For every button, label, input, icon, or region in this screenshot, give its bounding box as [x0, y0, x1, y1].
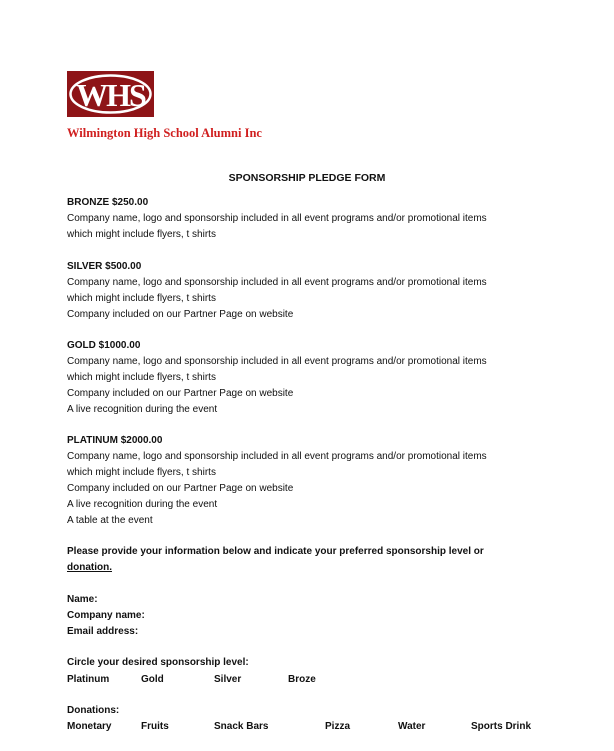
donation-option-sports-drink: Sports Drink [471, 721, 532, 732]
tier-line: Company name, logo and sponsorship included in all event programs and/or promotional items [67, 213, 487, 224]
company-field-label: Company name: [67, 610, 145, 621]
level-option-bronze: Broze [288, 674, 316, 685]
name-field-label: Name: [67, 594, 98, 605]
level-section-title: Circle your desired sponsorship level: [67, 657, 249, 668]
tier-line: A live recognition during the event [67, 499, 218, 510]
contact-fields [67, 592, 145, 640]
instructions [67, 544, 547, 576]
donation-option-fruits: Fruits [141, 721, 169, 732]
tier-heading: GOLD $1000.00 [67, 340, 141, 351]
level-option-gold: Gold [141, 674, 164, 685]
instructions-line-donation: donation. [67, 562, 112, 573]
donation-section-title: Donations: [67, 705, 120, 716]
level-option-silver: Silver [214, 674, 242, 685]
tier-bronze [67, 195, 547, 243]
tier-line: Company name, logo and sponsorship included in all event programs and/or promotional items [67, 277, 487, 288]
tier-line: Company name, logo and sponsorship included in all event programs and/or promotional items [67, 356, 487, 367]
organization-name: Wilmington High School Alumni Inc [67, 126, 262, 140]
tier-line: which might include flyers, t shirts [67, 229, 216, 240]
tier-gold [67, 338, 547, 418]
level-option-platinum: Platinum [67, 674, 110, 685]
whs-logo-icon [67, 71, 154, 117]
tier-heading: BRONZE $250.00 [67, 197, 149, 208]
form-title: SPONSORSHIP PLEDGE FORM [228, 172, 386, 184]
logo-text: WHS [76, 77, 145, 113]
tier-line: which might include flyers, t shirts [67, 293, 216, 304]
tier-line: which might include flyers, t shirts [67, 467, 216, 478]
tier-heading: SILVER $500.00 [67, 261, 142, 272]
tier-platinum [67, 433, 547, 529]
tier-silver [67, 259, 547, 323]
donation-option-monetary: Monetary [67, 721, 112, 732]
email-field-label: Email address: [67, 626, 139, 637]
instructions-line: Please provide your information below and indicate your preferred sponsorship level or [67, 546, 484, 557]
donation-option-pizza: Pizza [325, 721, 351, 732]
donation-option-snack-bars: Snack Bars [214, 721, 269, 732]
tier-line: Company included on our Partner Page on website [67, 483, 294, 494]
tier-line: Company name, logo and sponsorship included in all event programs and/or promotional items [67, 451, 487, 462]
tier-heading: PLATINUM $2000.00 [67, 435, 163, 446]
tier-line: which might include flyers, t shirts [67, 372, 216, 383]
tier-line: Company included on our Partner Page on website [67, 309, 294, 320]
donation-option-water: Water [398, 721, 426, 732]
tier-line: Company included on our Partner Page on website [67, 388, 294, 399]
tier-line: A table at the event [67, 515, 153, 526]
tier-line: A live recognition during the event [67, 404, 218, 415]
